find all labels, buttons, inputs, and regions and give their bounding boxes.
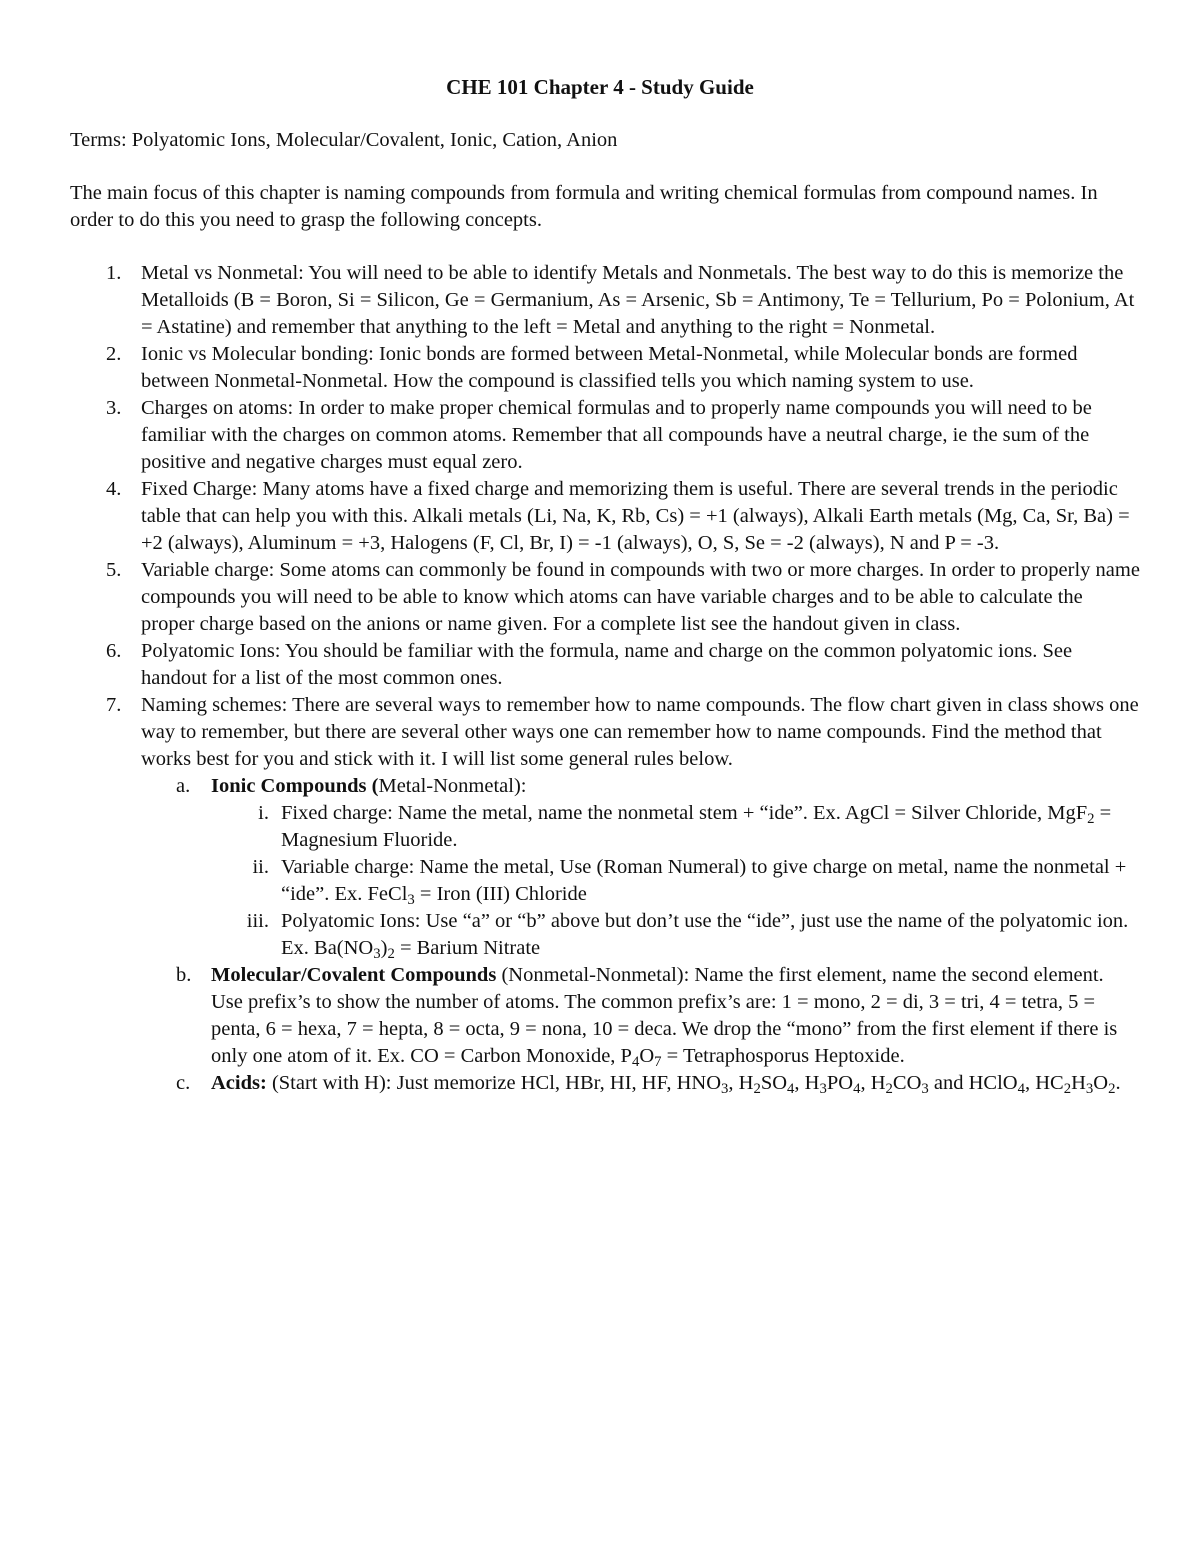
- list-letter: b.: [176, 964, 192, 986]
- list-item-text: Polyatomic Ions: You should be familiar with the formula, name and charge on the common polyatomic ions. See handout for a list of the most common ones.: [141, 640, 1073, 689]
- list-number: 5.: [106, 559, 122, 581]
- subscript: 4: [853, 1081, 861, 1098]
- list-item: [0, 260, 1140, 341]
- rule-text: = Barium Nitrate: [394, 937, 541, 959]
- list-item-text: Metal vs Nonmetal: You will need to be able to identify Metals and Nonmetals. The best way to do this is memorize the Metalloids (B = Boron, Si = Silicon, Ge = Germanium, As = Arsenic, Sb = Antimony, Te = Tellurium, Po = Polonium, At = Astatine) and remember that anything to the left = Metal and anything to the right = Nonmetal.: [141, 262, 1135, 338]
- list-item: [0, 557, 1140, 638]
- acids-text: H: [1071, 1072, 1086, 1094]
- rule-text: = Iron (III) Chloride: [414, 883, 587, 905]
- molecular-compounds-text: (Nonmetal-Nonmetal): Name the first element, name the second element. Use prefix’s to show the number of atoms. The common prefix’s are: 1 = mono, 2 = di, 3 = tri, 4 = tetra, 5 = penta, 6 = hexa, 7 = hepta, 8 = octa, 9 = nona, 10 = deca. We drop the “mono” from the first element if there is only one atom of it. Ex. CO = Carbon Monoxide, P: [211, 964, 1118, 1067]
- acids-text: , HC: [1024, 1072, 1064, 1094]
- intro-paragraph: The main focus of this chapter is naming compounds from formula and writing chemical formulas from compound names. In order to do this you need to grasp the following concepts.: [70, 182, 1098, 231]
- subscript: 4: [631, 1054, 640, 1071]
- molecular-compounds-text: O: [639, 1045, 655, 1067]
- list-letter: c.: [176, 1072, 191, 1094]
- acids-item: [141, 1070, 1140, 1097]
- list-number: 6.: [106, 640, 122, 662]
- acids-text: .: [1115, 1072, 1121, 1094]
- variable-charge-rule: [211, 854, 1140, 908]
- subscript: 3: [921, 1081, 929, 1098]
- acids-text: (Start with H): Just memorize HCl, HBr, HI, HF, HNO: [266, 1072, 722, 1094]
- subscript: 2: [885, 1081, 893, 1098]
- acids-text: SO: [760, 1072, 788, 1094]
- subscript: 3: [819, 1081, 827, 1098]
- list-number: 1.: [106, 262, 122, 284]
- subscript: 7: [654, 1054, 662, 1071]
- list-roman: i.: [258, 802, 269, 824]
- list-number: 2.: [106, 343, 122, 365]
- list-number: 4.: [106, 478, 122, 500]
- polyatomic-ions-rule: [211, 908, 1140, 962]
- molecular-compounds-text: = Tetraphosporus Heptoxide.: [661, 1045, 905, 1067]
- ionic-compounds-heading: Ionic Compounds (: [211, 775, 379, 797]
- acids-text: CO: [892, 1072, 922, 1094]
- concepts-list: [0, 260, 1140, 1097]
- page-title: CHE 101 Chapter 4 - Study Guide: [446, 75, 754, 99]
- subscript: 3: [373, 946, 381, 963]
- list-item-text: Fixed Charge: Many atoms have a fixed charge and memorizing them is useful. There are several trends in the periodic table that can help you with this. Alkali metals (Li, Na, K, Rb, Cs) = +1 (always), Alkali Earth metals (Mg, Ca, Sr, Ba) = +2 (always), Aluminum = +3, Halogens (F, Cl, Br, I) = -1 (always), O, S, Se = -2 (always), N and P = -3.: [141, 478, 1130, 554]
- rule-text: Fixed charge: Name the metal, name the nonmetal stem + “ide”. Ex. AgCl = Silver Chloride, MgF: [281, 802, 1088, 824]
- list-letter: a.: [176, 775, 191, 797]
- subscript: 4: [1017, 1081, 1025, 1098]
- list-item: [0, 395, 1140, 476]
- subscript: 2: [1108, 1081, 1116, 1098]
- subscript: 2: [753, 1081, 761, 1098]
- list-number: 7.: [106, 694, 122, 716]
- subscript: 3: [721, 1081, 729, 1098]
- acids-heading: Acids:: [211, 1072, 267, 1094]
- list-item: [0, 638, 1140, 692]
- list-item: [0, 341, 1140, 395]
- acids-text: , H: [860, 1072, 886, 1094]
- molecular-compounds-item: [141, 962, 1140, 1070]
- rule-text: = Magnesium Fluoride.: [281, 802, 1112, 851]
- terms-line: Terms: Polyatomic Ions, Molecular/Covalent, Ionic, Cation, Anion: [70, 129, 618, 151]
- acids-text: and HClO: [928, 1072, 1018, 1094]
- list-item: [0, 692, 1140, 1097]
- list-number: 3.: [106, 397, 122, 419]
- list-item-text: Ionic vs Molecular bonding: Ionic bonds are formed between Metal-Nonmetal, while Molecular bonds are formed between Nonmetal-Nonmetal. How the compound is classified tells you which naming system to use.: [141, 343, 1078, 392]
- ionic-compounds-text: Metal-Nonmetal):: [378, 775, 527, 797]
- ionic-compounds-item: [141, 773, 1140, 962]
- acids-text: , H: [728, 1072, 754, 1094]
- subscript: 2: [1087, 811, 1095, 828]
- list-roman: ii.: [252, 856, 269, 878]
- rule-text: Polyatomic Ions: Use “a” or “b” above but don’t use the “ide”, just use the name of the polyatomic ion. Ex. Ba(NO: [281, 910, 1129, 959]
- ionic-rules-list: [211, 800, 1140, 962]
- subscript: 2: [1063, 1081, 1072, 1098]
- list-item-text: Naming schemes: There are several ways to remember how to name compounds. The flow chart given in class shows one way to remember, but there are several other ways one can remember how to name compounds. Find the method that works best for you and stick with it. I will list some general rules below.: [141, 694, 1139, 770]
- naming-rules-list: [141, 773, 1140, 1097]
- acids-text: , H: [794, 1072, 820, 1094]
- list-item-text: Charges on atoms: In order to make proper chemical formulas and to properly name compounds you will need to be familiar with the charges on common atoms. Remember that all compounds have a neutral charge, ie the sum of the positive and negative charges must equal zero.: [141, 397, 1092, 473]
- subscript: 3: [407, 892, 415, 909]
- acids-text: PO: [826, 1072, 854, 1094]
- list-item: [0, 476, 1140, 557]
- list-roman: iii.: [246, 910, 269, 932]
- rule-text: Variable charge: Name the metal, Use (Roman Numeral) to give charge on metal, name the nonmetal + “ide”. Ex. FeCl: [281, 856, 1127, 905]
- acids-text: O: [1093, 1072, 1109, 1094]
- fixed-charge-rule: [211, 800, 1140, 854]
- molecular-compounds-heading: Molecular/Covalent Compounds: [211, 964, 497, 986]
- rule-text: ): [380, 937, 388, 959]
- list-item-text: Variable charge: Some atoms can commonly be found in compounds with two or more charges. In order to properly name compounds you will need to be able to know which atoms can have variable charges and to be able to calculate the proper charge based on the anions or name given. For a complete list see the handout given in class.: [141, 559, 1140, 635]
- subscript: 2: [387, 946, 395, 963]
- subscript: 3: [1085, 1081, 1094, 1098]
- subscript: 4: [787, 1081, 795, 1098]
